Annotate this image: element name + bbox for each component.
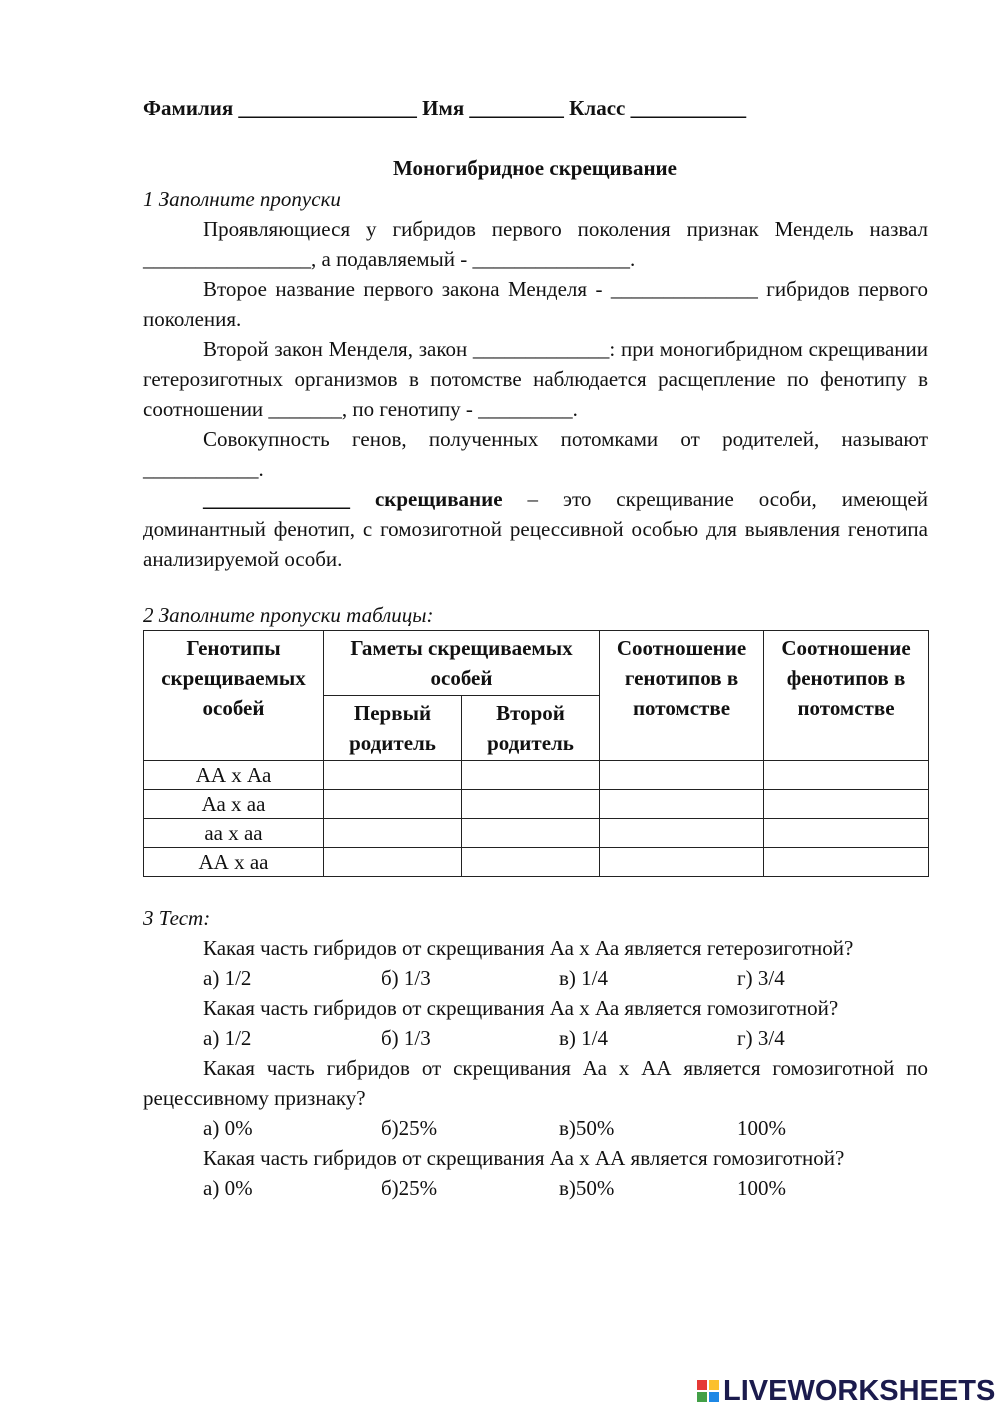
option[interactable]: б) 1/3	[381, 966, 431, 990]
genetics-table	[143, 630, 929, 877]
option[interactable]: г) 3/4	[737, 1026, 785, 1050]
liveworksheets-logo-icon	[697, 1380, 721, 1404]
answer-cell[interactable]	[462, 819, 600, 848]
option[interactable]: а) 1/2	[203, 966, 252, 990]
header-genotype-ratio: Соотношение генотипов в потомстве	[600, 631, 764, 761]
option[interactable]: б)25%	[381, 1116, 438, 1140]
logo-square	[709, 1380, 719, 1390]
answer-cell[interactable]	[764, 761, 929, 790]
student-info-line: Фамилия _________________ Имя _________ Класс ___________	[143, 96, 747, 120]
answer-cell[interactable]	[324, 790, 462, 819]
option[interactable]: в)50%	[559, 1116, 615, 1140]
option[interactable]: в) 1/4	[559, 966, 608, 990]
table-row	[144, 761, 929, 790]
answer-cell[interactable]	[600, 761, 764, 790]
answer-cell[interactable]	[600, 848, 764, 877]
table-row	[144, 819, 929, 848]
answer-cell[interactable]	[600, 790, 764, 819]
section-3-title: 3 Тест:	[143, 906, 211, 930]
table-row	[144, 848, 929, 877]
section-fill-gaps	[143, 184, 928, 574]
header-genotypes: Генотипы скрещиваемых особей	[144, 631, 324, 761]
answer-cell[interactable]	[324, 848, 462, 877]
option[interactable]: а) 0%	[203, 1116, 253, 1140]
section-test	[143, 903, 928, 1203]
question-3-options	[143, 1113, 928, 1143]
paragraph-5	[143, 484, 928, 574]
paragraph-5-definition: – это скрещивание особи, имеющей доминантный фенотип, с гомозиготной рецессивной особью для выявления генотипа анализируемой особи.	[143, 487, 928, 571]
table-row	[144, 790, 929, 819]
cross-genotype: АА х Аа	[144, 761, 324, 790]
header-parent-2: Второй родитель	[462, 696, 600, 761]
question-4: Какая часть гибридов от скрещивания Аа х АА является гомозиготной?	[203, 1146, 845, 1170]
question-4-options	[143, 1173, 928, 1203]
cross-genotype: Аа х аа	[144, 790, 324, 819]
question-1: Какая часть гибридов от скрещивания Аа х Аа является гетерозиготной?	[203, 936, 854, 960]
question-1-options	[143, 963, 928, 993]
section-2-title: 2 Заполните пропуски таблицы:	[143, 603, 434, 627]
answer-cell[interactable]	[462, 848, 600, 877]
paragraph-5-term: ______________ скрещивание	[203, 487, 503, 511]
option[interactable]: в)50%	[559, 1176, 615, 1200]
option[interactable]: а) 0%	[203, 1176, 253, 1200]
answer-cell[interactable]	[764, 848, 929, 877]
liveworksheets-logo	[697, 1375, 995, 1408]
answer-cell[interactable]	[462, 790, 600, 819]
option[interactable]: а) 1/2	[203, 1026, 252, 1050]
answer-cell[interactable]	[324, 761, 462, 790]
header-parent-1: Первый родитель	[324, 696, 462, 761]
question-2-options	[143, 1023, 928, 1053]
option[interactable]: б) 1/3	[381, 1026, 431, 1050]
logo-square	[697, 1392, 707, 1402]
option[interactable]: г) 3/4	[737, 966, 785, 990]
paragraph-2: Второе название первого закона Менделя - ______________ гибридов первого поколения.	[143, 277, 928, 331]
question-3: Какая часть гибридов от скрещивания Аа х АА является гомозиготной по рецессивному признаку?	[143, 1056, 928, 1110]
logo-square	[709, 1392, 719, 1402]
option[interactable]: в) 1/4	[559, 1026, 608, 1050]
liveworksheets-logo-text: LIVEWORKSHEETS	[723, 1375, 996, 1407]
answer-cell[interactable]	[462, 761, 600, 790]
cross-genotype: АА х аа	[144, 848, 324, 877]
section-1-title: 1 Заполните пропуски	[143, 187, 341, 211]
header-phenotype-ratio: Соотношение фенотипов в потомстве	[764, 631, 929, 761]
option[interactable]: б)25%	[381, 1176, 438, 1200]
answer-cell[interactable]	[324, 819, 462, 848]
question-2: Какая часть гибридов от скрещивания Аа х Аа является гомозиготной?	[203, 996, 839, 1020]
worksheet-title: Моногибридное скрещивание	[393, 156, 677, 180]
logo-square	[697, 1380, 707, 1390]
paragraph-1: Проявляющиеся у гибридов первого поколения признак Мендель назвал ________________, а подавляемый - _______________.	[143, 217, 928, 271]
answer-cell[interactable]	[600, 819, 764, 848]
option[interactable]: 100%	[737, 1176, 786, 1200]
option[interactable]: 100%	[737, 1116, 786, 1140]
cross-genotype: аа х аа	[144, 819, 324, 848]
header-gametes: Гаметы скрещиваемых особей	[324, 631, 600, 696]
answer-cell[interactable]	[764, 790, 929, 819]
answer-cell[interactable]	[764, 819, 929, 848]
paragraph-3: Второй закон Менделя, закон _____________: при моногибридном скрещивании гетерозиготных организмов в потомстве наблюдается расщепление по фенотипу в соотношении _______, по генотипу - _________.	[143, 337, 928, 421]
paragraph-4: Совокупность генов, полученных потомками от родителей, называют ___________.	[143, 427, 928, 481]
